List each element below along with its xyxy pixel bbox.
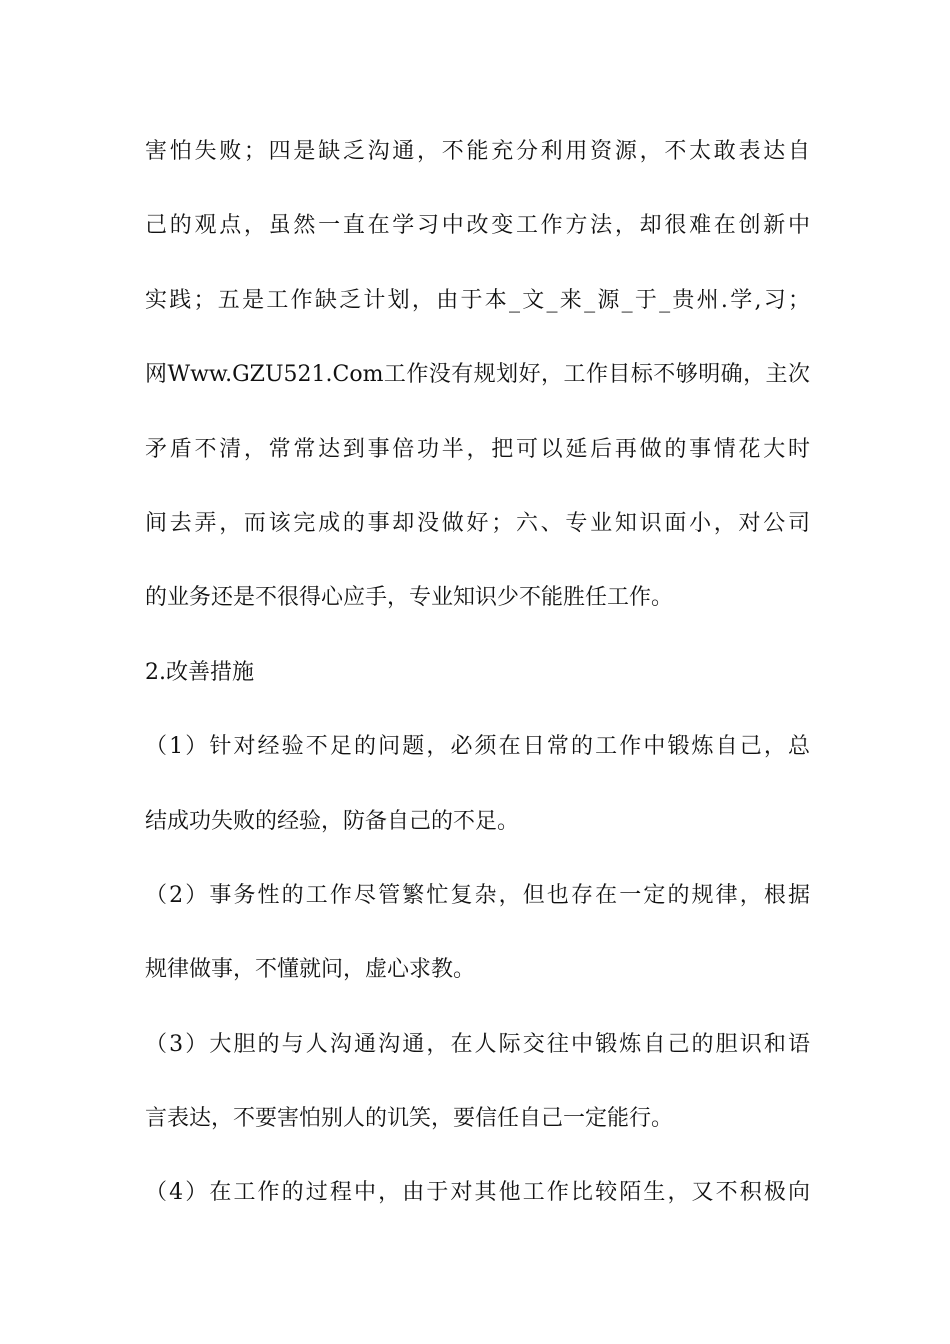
text-line: 害怕失败；四是缺乏沟通，不能充分利用资源，不太敢表达自 <box>145 139 810 164</box>
text-line: 规律做事，不懂就问，虚心求教。 <box>145 957 476 983</box>
text-line: 矛盾不清，常常达到事倍功半，把可以延后再做的事情花大时 <box>145 436 810 462</box>
text-line: 实践；五是工作缺乏计划，由于本_文_来_源_于_贵州.学,习； <box>145 287 810 313</box>
document-body <box>145 132 810 1248</box>
section-heading: 2.改善措施 <box>145 659 254 685</box>
text-line: 结成功失败的经验，防备自己的不足。 <box>145 808 520 834</box>
text-line: （3）大胆的与人沟通沟通，在人际交往中锻炼自己的胆识和语 <box>145 1031 810 1057</box>
text-line: （4）在工作的过程中，由于对其他工作比较陌生，又不积极向 <box>145 1180 810 1206</box>
text-line: 的业务还是不很得心应手，专业知识少不能胜任工作。 <box>145 585 674 611</box>
text-line: 网Www.GZU521.Com工作没有规划好，工作目标不够明确，主次 <box>145 362 810 388</box>
text-line: 间去弄，而该完成的事却没做好；六、专业知识面小，对公司 <box>145 510 810 536</box>
text-line: 己的观点，虽然一直在学习中改变工作方法，却很难在创新中 <box>145 213 810 239</box>
text-line: （1）针对经验不足的问题，必须在日常的工作中锻炼自己，总 <box>145 734 810 760</box>
text-line: （2）事务性的工作尽管繁忙复杂，但也存在一定的规律，根据 <box>145 882 810 908</box>
text-line: 言表达，不要害怕别人的讥笑，要信任自己一定能行。 <box>145 1106 674 1132</box>
